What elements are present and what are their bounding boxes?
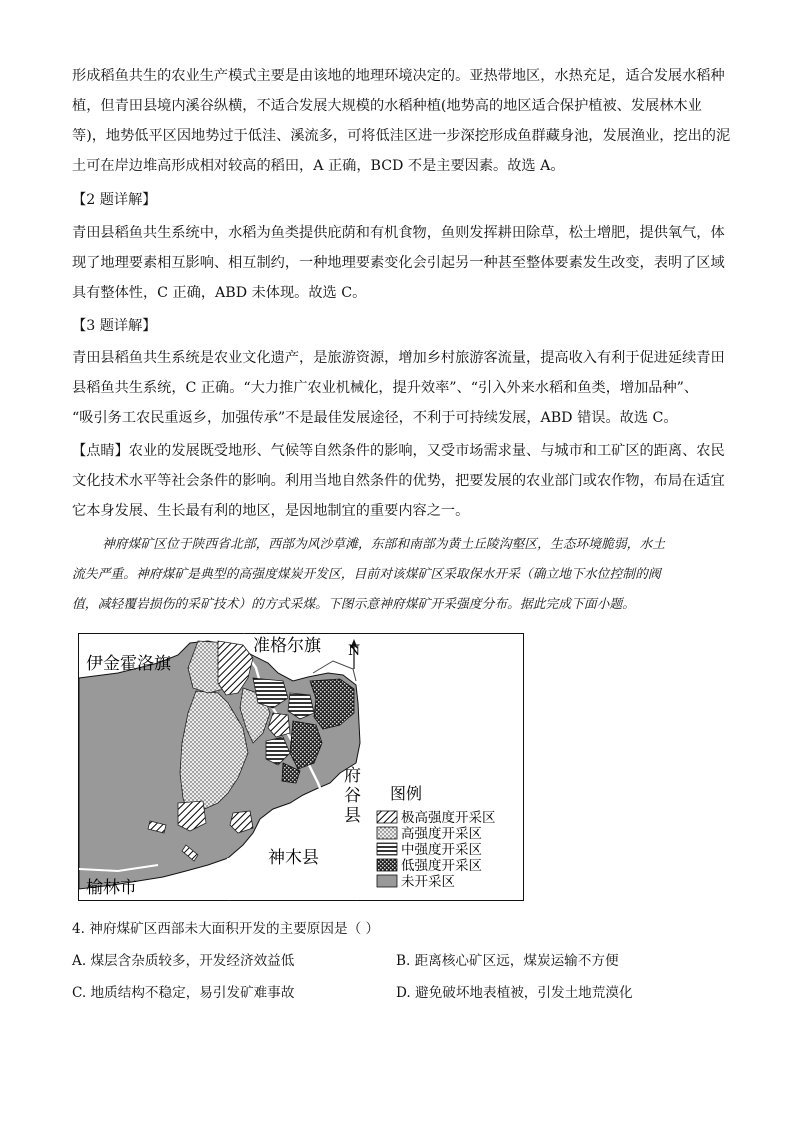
answer-explanation-2 [72, 218, 725, 308]
legend-title: 图例 [390, 784, 423, 803]
option-b[interactable]: B. 距离核心矿区远，煤炭运输不方便 [396, 953, 619, 969]
legend-swatch-very-high [377, 811, 397, 823]
legend-swatch-unmined [377, 875, 397, 887]
text-line: 具有整体性，C 正确，ABD 未体现。故选 C。 [72, 285, 367, 301]
label-fugu-2: 谷 [344, 786, 361, 806]
text-line: 现了地理要素相互影响、相互制约，一种地理要素变化会引起另一种甚至整体要素发生改变，表明了区域 [72, 255, 725, 271]
option-c[interactable]: C. 地质结构不稳定，易引发矿难事故 [72, 985, 295, 1001]
legend-label: 未开采区 [401, 874, 455, 890]
text-line: 青田县稻鱼共生系统是农业文化遗产，是旅游资源，增加乡村旅游客流量，提高收入有利于促进延续青田 [72, 350, 725, 366]
legend-label: 高强度开采区 [401, 826, 482, 842]
text-line: 等)，地势低平区因地势过于低洼、溪流多，可将低洼区进一步深挖形成鱼群藏身池，发展渔业，挖出的泥 [72, 128, 731, 144]
text-line: 值，减轻覆岩损伤的采矿技术）的方式采煤。下图示意神府煤矿开采强度分布。据此完成下面小题。 [72, 597, 636, 612]
text-line: 神府煤矿区位于陕西省北部，西部为风沙草滩，东部和南部为黄土丘陵沟壑区，生态环境脆弱，水土 [102, 537, 666, 552]
text-line: 土可在岸边堆高形成相对较高的稻田，A 正确，BCD 不是主要因素。故选 A。 [72, 158, 565, 174]
answer-explanation-3 [72, 343, 725, 433]
key-point-note [72, 436, 725, 526]
mining-intensity-map [78, 633, 524, 901]
option-d[interactable]: D. 避免破坏地表植被，引发土地荒漠化 [396, 985, 633, 1001]
section-heading-2: 【2 题详解】 [72, 192, 157, 208]
label-yulin: 榆林市 [86, 878, 137, 898]
text-line: 植，但青田县境内溪谷纵横，不适合发展大规模的水稻种植(地势高的地区适合保护植被、发展林木业 [72, 98, 702, 114]
label-shenmu: 神木县 [268, 848, 319, 868]
text-line: 文化技术水平等社会条件的影响。利用当地自然条件的优势，把要发展的农业部门或农作物，布局在适宜 [72, 473, 725, 489]
text-line: 流失严重。神府煤矿是典型的高强度煤炭开发区，目前对该煤矿区采取保水开采（确立地下水位控制的阀 [72, 567, 661, 582]
label-fugu-1: 府 [344, 766, 361, 786]
legend-label: 极高强度开采区 [401, 810, 496, 826]
section-heading-3: 【3 题详解】 [72, 318, 157, 334]
legend-label: 低强度开采区 [401, 858, 482, 874]
legend-swatch-low [377, 859, 397, 871]
north-label: N [348, 643, 361, 659]
text-line: 它本身发展、生长最有利的地区，是因地制宜的重要内容之一。 [72, 503, 470, 519]
label-fugu-3: 县 [344, 806, 361, 826]
text-line: 【点睛】农业的发展既受地形、气候等自然条件的影响，又受市场需求量、与城市和工矿区的距离、农民 [72, 443, 725, 459]
answer-explanation-1 [72, 61, 731, 181]
label-zhungeer: 准格尔旗 [253, 636, 321, 656]
text-line: 县稻鱼共生系统，C 正确。“大力推广农业机械化，提升效率”、“引入外来水稻和鱼类，增加品种”、 [72, 380, 699, 396]
legend-swatch-medium [377, 843, 397, 855]
text-line: 形成稻鱼共生的农业生产模式主要是由该地的地理环境决定的。亚热带地区，水热充足，适合发展水稻种 [72, 68, 725, 84]
text-line: 青田县稻鱼共生系统中，水稻为鱼类提供庇荫和有机食物，鱼则发挥耕田除草，松土增肥，提供氧气，体 [72, 225, 725, 241]
question-intro [72, 530, 722, 620]
label-yijinhuoluo: 伊金霍洛旗 [86, 654, 171, 674]
text-line: “吸引务工农民重返乡，加强传承”不是最佳发展途径，不利于可持续发展，ABD 错误。故选 C。 [72, 410, 678, 426]
question-stem: 4. 神府煤矿区西部未大面积开发的主要原因是（ ） [72, 921, 380, 937]
option-a[interactable]: A. 煤层含杂质较多，开发经济效益低 [72, 953, 295, 969]
legend-swatch-high [377, 827, 397, 839]
legend-label: 中强度开采区 [401, 842, 482, 858]
